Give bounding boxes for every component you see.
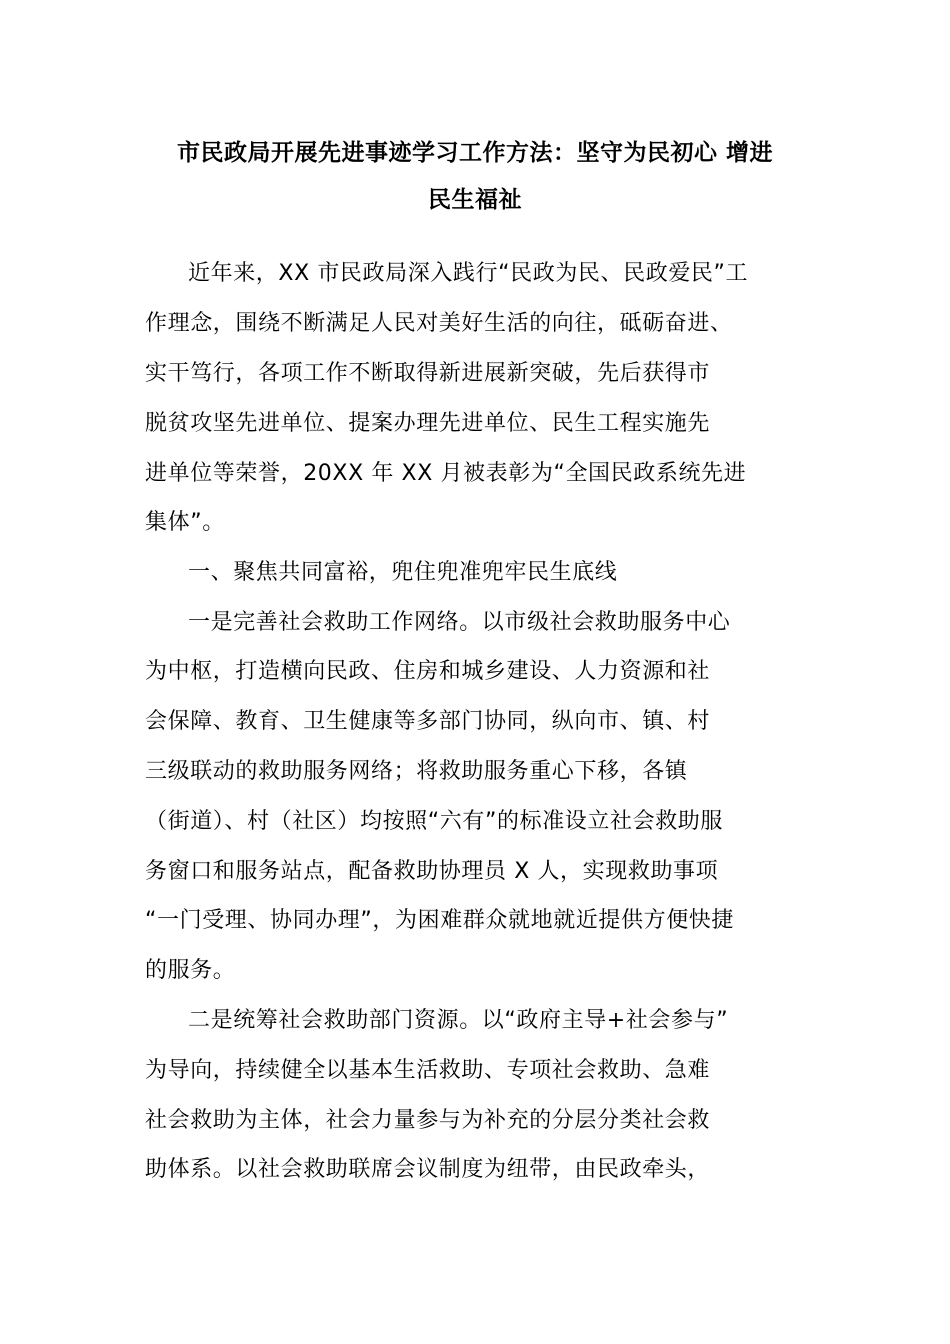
paragraph-1-line-5: 进单位等荣誉，20XX 年 XX 月被表彰为“全国民政系统先进 bbox=[145, 461, 747, 486]
document-title-line-2: 民生福祉 bbox=[428, 187, 522, 213]
document-title-line-1: 市民政局开展先进事迹学习工作方法：坚守为民初心 增进 bbox=[176, 140, 773, 166]
paragraph-2-line-8: 的服务。 bbox=[145, 958, 236, 983]
paragraph-2-line-5: （街道）、村（社区）均按照“六有”的标准设立社会救助服 bbox=[145, 809, 723, 834]
paragraph-3-line-2: 为导向，持续健全以基本生活救助、专项社会救助、急难 bbox=[145, 1058, 711, 1083]
paragraph-1-line-1: 近年来，XX 市民政局深入践行“民政为民、民政爱民”工 bbox=[188, 261, 749, 286]
paragraph-3-line-1: 二是统筹社会救助部门资源。以“政府主导+社会参与” bbox=[188, 1008, 729, 1033]
section-heading-1: 一、聚焦共同富裕，兜住兜准兜牢民生底线 bbox=[188, 560, 618, 585]
paragraph-2-line-4: 三级联动的救助服务网络；将救助服务重心下移，各镇 bbox=[145, 759, 688, 784]
paragraph-2-line-6: 务窗口和服务站点，配备救助协理员 X 人，实现救助事项 bbox=[145, 859, 719, 884]
paragraph-2-line-2: 为中枢，打造横向民政、住房和城乡建设、人力资源和社 bbox=[145, 659, 711, 684]
paragraph-1-line-4: 脱贫攻坚先进单位、提案办理先进单位、民生工程实施先 bbox=[145, 411, 711, 436]
paragraph-2-line-7: “一门受理、协同办理”，为困难群众就地就近提供方便快捷 bbox=[145, 908, 734, 933]
paragraph-2-line-3: 会保障、教育、卫生健康等多部门协同，纵向市、镇、村 bbox=[145, 709, 711, 734]
paragraph-1-line-6: 集体”。 bbox=[145, 510, 225, 535]
paragraph-3-line-4: 助体系。以社会救助联席会议制度为纽带，由民政牵头， bbox=[145, 1157, 711, 1182]
paragraph-1-line-2: 作理念，围绕不断满足人民对美好生活的向往，砥砺奋进、 bbox=[145, 311, 733, 336]
paragraph-3-line-3: 社会救助为主体，社会力量参与为补充的分层分类社会救 bbox=[145, 1108, 711, 1133]
paragraph-1-line-3: 实干笃行，各项工作不断取得新进展新突破，先后获得市 bbox=[145, 361, 711, 386]
paragraph-2-line-1: 一是完善社会救助工作网络。以市级社会救助服务中心 bbox=[188, 610, 731, 635]
